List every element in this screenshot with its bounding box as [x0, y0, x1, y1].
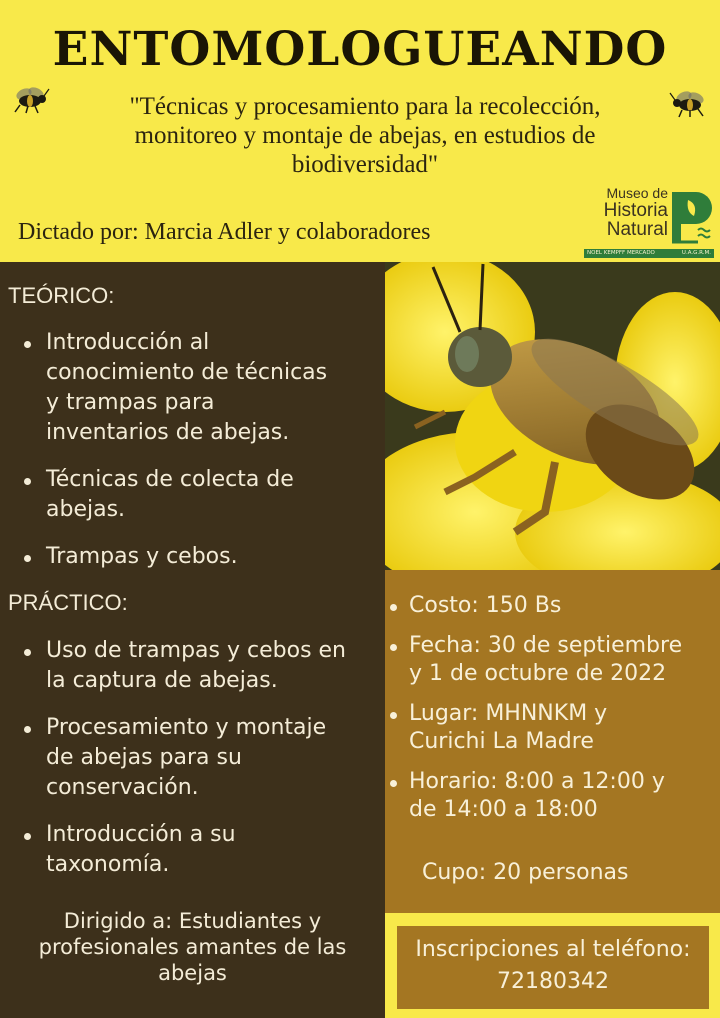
list-item [20, 636, 346, 696]
list-item [20, 542, 327, 572]
bee-photo-illustration [385, 262, 720, 570]
practice-heading: PRÁCTICO: [8, 590, 128, 615]
info-line: y 1 de octubre de 2022 [409, 661, 667, 686]
subtitle-line: monitoreo y montaje de abejas, en estudios de [134, 122, 596, 149]
list-item-line: de abejas para su [46, 745, 242, 770]
info-line: Lugar: MHNNKM y [409, 701, 608, 726]
info-line: de 14:00 a 18:00 [409, 797, 598, 822]
list-item-line: conservación. [46, 775, 199, 800]
subtitle [60, 92, 670, 179]
museum-logo [584, 186, 714, 258]
info-line: Curichi La Madre [409, 729, 594, 754]
list-item [20, 328, 327, 448]
theory-heading: TEÓRICO: [8, 283, 115, 308]
list-item-line: inventarios de abejas. [46, 420, 290, 445]
audience-line: abejas [158, 961, 227, 985]
subtitle-line: "Técnicas y procesamiento para la recolección, [129, 93, 601, 120]
list-item-line: y trampas para [46, 390, 215, 415]
list-item-line: Introducción al [46, 330, 210, 355]
logo-text [584, 186, 668, 240]
logo-strip-right: U.A.G.R.M. [681, 250, 711, 256]
info-list [385, 592, 682, 836]
list-item [20, 713, 346, 803]
bee-photo [385, 262, 720, 570]
bee-icon-right [668, 88, 710, 118]
info-line: Costo: 150 Bs [409, 593, 562, 618]
logo-line: Historia [603, 200, 668, 221]
list-item [20, 465, 327, 525]
list-item-line: Introducción a su [46, 822, 236, 847]
bee-icon-left [10, 84, 52, 114]
audience-line: profesionales amantes de las [38, 935, 347, 959]
registration-box [397, 926, 709, 1009]
list-item-line: Procesamiento y montaje [46, 715, 327, 740]
audience-text [10, 908, 375, 986]
list-item [20, 820, 346, 880]
subtitle-line: biodiversidad" [291, 151, 439, 178]
practice-list [20, 636, 346, 897]
logo-line: Natural [606, 219, 668, 240]
list-item-line: la captura de abejas. [46, 668, 278, 693]
info-line: Fecha: 30 de septiembre [409, 633, 683, 658]
logo-line: Museo de [606, 185, 668, 201]
header [0, 0, 720, 262]
registration-section [385, 913, 720, 1018]
theory-list [20, 328, 327, 589]
info-item-place [385, 700, 682, 756]
list-item-line: abejas. [46, 497, 126, 522]
poster-title: ENTOMOLOGUEANDO [52, 22, 668, 77]
list-item-line: Trampas y cebos. [46, 544, 238, 569]
list-item-line: Técnicas de colecta de [46, 467, 294, 492]
info-item-schedule [385, 768, 682, 824]
info-item-date [385, 632, 682, 688]
registration-label: Inscripciones al teléfono: [415, 937, 691, 962]
info-item-cost [385, 592, 682, 620]
logo-strip-left: NOEL KEMPFF MERCADO [587, 250, 655, 256]
museum-logo-icon [668, 186, 714, 248]
list-item-line: Uso de trampas y cebos en [46, 638, 346, 663]
instructor-line: Dictado por: Marcia Adler y colaboradores [18, 219, 431, 245]
list-item-line: conocimiento de técnicas [46, 360, 328, 385]
list-item-line: taxonomía. [46, 852, 170, 877]
audience-line: Dirigido a: Estudiantes y [63, 909, 322, 933]
info-line: Horario: 8:00 a 12:00 y [409, 769, 665, 794]
info-panel [385, 570, 720, 913]
logo-strip [584, 249, 714, 258]
registration-phone[interactable]: 72180342 [497, 969, 609, 994]
left-panel [0, 262, 385, 1018]
capacity-text: Cupo: 20 personas [422, 860, 629, 885]
